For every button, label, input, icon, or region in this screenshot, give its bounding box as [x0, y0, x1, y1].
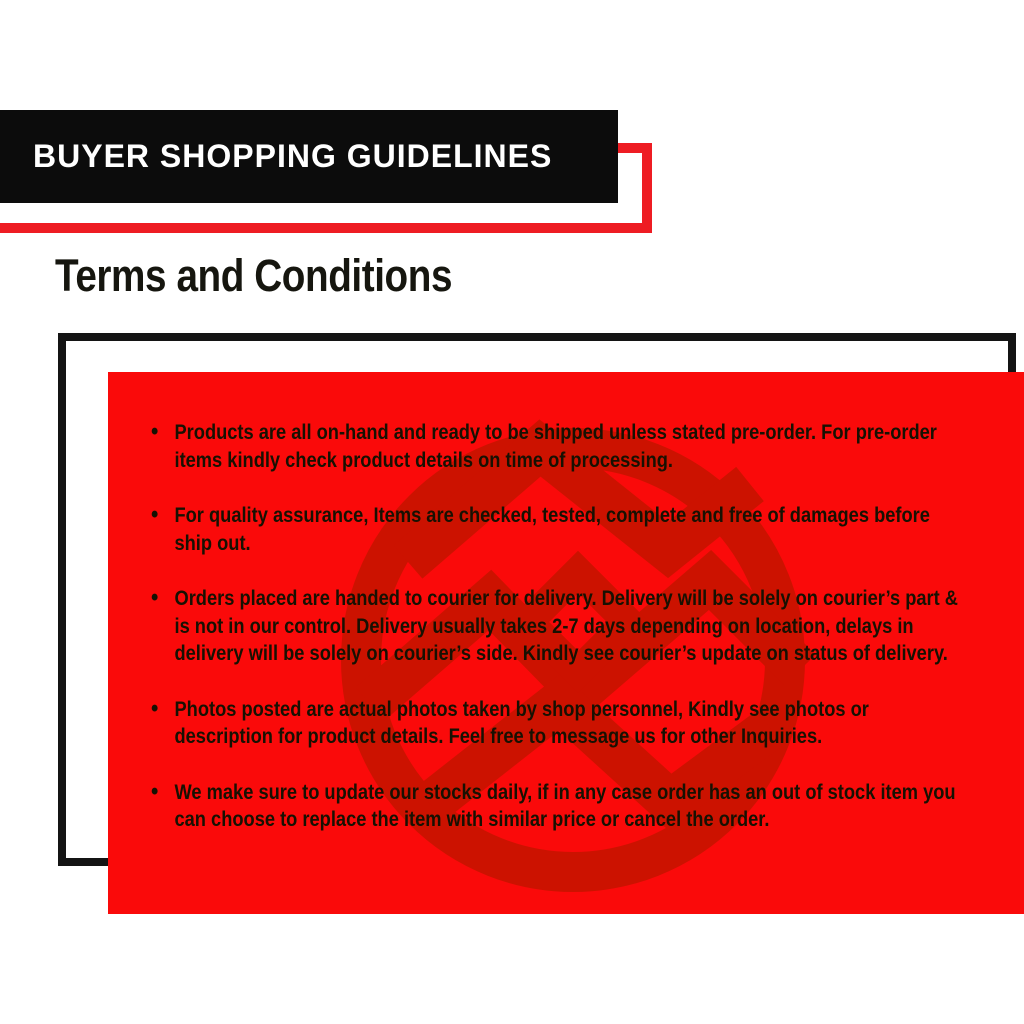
terms-item: • We make sure to update our stocks daily, if in any case order has an out of stock item you can choose to replace the item with similar price or cancel the order.: [151, 779, 968, 834]
banner: [0, 110, 618, 203]
page-heading: Terms and Conditions: [55, 250, 453, 301]
terms-item: • For quality assurance, Items are checked, tested, complete and free of damages before ship out.: [151, 502, 968, 557]
terms-item: • Products are all on-hand and ready to be shipped unless stated pre-order. For pre-order items kindly check product details on time of processing.: [151, 419, 968, 474]
terms-panel: [108, 372, 1024, 914]
terms-list: [151, 419, 968, 862]
terms-item: • Photos posted are actual photos taken by shop personnel, Kindly see photos or description for product details. Feel free to message us for other Inquiries.: [151, 696, 968, 751]
banner-title: BUYER SHOPPING GUIDELINES: [33, 138, 553, 174]
terms-item: • Orders placed are handed to courier for delivery. Delivery will be solely on courier’s part & is not in our control. Delivery usually takes 2-7 days depending on location, delays in delivery will be solely on courier’s side. Kindly see courier’s update on status of delivery.: [151, 585, 968, 668]
